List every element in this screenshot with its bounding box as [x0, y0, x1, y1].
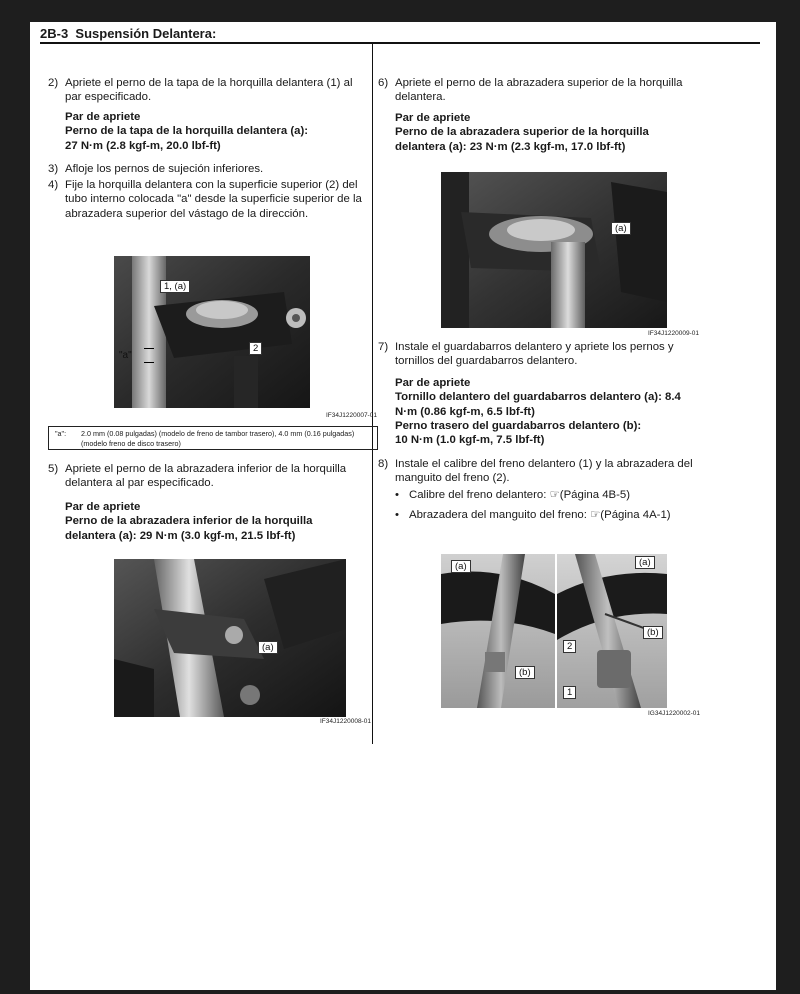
step-2: 2) Apriete el perno de la tapa de la horquilla delantera (1) al par especificado.	[48, 77, 353, 104]
upper-clamp-photo	[441, 172, 667, 328]
dimension-line-top	[144, 348, 154, 349]
step-8: 8) Instale el calibre del freno delantero (1) y la abrazadera del manguito del freno (2).	[378, 458, 693, 485]
bullet-hose-clamp-link: Abrazadera del manguito del freno: ☞(Página 4A-1)	[409, 509, 671, 521]
callout-1-a: 1, (a)	[160, 280, 190, 293]
callout-b-left: (b)	[515, 666, 535, 679]
callout-a: (a)	[258, 641, 278, 654]
note-key: "a":	[55, 429, 67, 438]
figure-upper-clamp	[441, 172, 667, 328]
header-rule	[40, 42, 760, 44]
note-value: 2.0 mm (0.08 pulgadas) (modelo de freno de tambor trasero), 4.0 mm (0.16 pulgadas) (modelo freno de disco trasero)	[81, 429, 355, 448]
bullet-caliper: • Calibre del freno delantero: ☞(Página 4B-5)	[395, 488, 698, 502]
step-7: 7) Instale el guardabarros delantero y apriete los pernos y tornillos del guardabarros delantero.	[378, 341, 674, 368]
callout-1: 1	[563, 686, 576, 699]
page-header	[40, 26, 216, 41]
section-title: Suspensión Delantera:	[75, 26, 217, 41]
figure-fork-cap	[114, 256, 310, 408]
step-6: 6) Apriete el perno de la abrazadera superior de la horquilla delantera.	[378, 77, 683, 104]
callout-a-left: (a)	[451, 560, 471, 573]
step-4: 4) Fije la horquilla delantera con la superficie superior (2) del tubo interno colocada "a" desde la superficie superior de la abrazadera superior del vástago de la dirección.	[48, 179, 362, 220]
callout-2: 2	[249, 342, 262, 355]
dimension-line-bottom	[144, 362, 154, 363]
lower-clamp-photo	[114, 559, 346, 717]
step-6-torque: Par de apriete Perno de la abrazadera superior de la horquilla delantera (a): 23 N·m (2.3 kgf-m, 17.0 lbf-ft)	[395, 112, 649, 153]
fender-left-photo	[441, 554, 555, 708]
figure-id: IG34J1220002-01	[648, 710, 701, 717]
figure-fender-left	[441, 554, 555, 708]
step-7-torque: Par de apriete Tornillo delantero del guardabarros delantero (a): 8.4 N·m (0.86 kgf-m, 6.5 lbf-ft) Perno trasero del guardabarros delantero (b): 10 N·m (1.0 kgf-m, 7.5 lbf-ft)	[395, 377, 681, 447]
callout-2: 2	[563, 640, 576, 653]
figure-lower-clamp	[114, 559, 346, 717]
figure-id: IF34J1220009-01	[648, 330, 699, 337]
callout-a: (a)	[611, 222, 631, 235]
figure-id: IF34J1220007-01	[326, 412, 377, 419]
figure-id: IF34J1220008-01	[320, 718, 371, 725]
bullet-caliper-link: Calibre del freno delantero: ☞(Página 4B-5)	[409, 489, 631, 501]
note-box	[48, 426, 378, 450]
section-number: 2B-3	[40, 26, 69, 41]
figure-fender-right	[557, 554, 667, 708]
step-5: 5) Apriete el perno de la abrazadera inferior de la horquilla delantera al par especificado.	[48, 463, 347, 490]
callout-a-right: (a)	[635, 556, 655, 569]
column-divider	[372, 44, 373, 744]
callout-b-right: (b)	[643, 626, 663, 639]
step-5-torque: Par de apriete Perno de la abrazadera inferior de la horquilla delantera (a): 29 N·m (3.0 kgf-m, 21.5 lbf-ft)	[65, 501, 313, 542]
callout-a-dimension: "a"	[119, 350, 132, 361]
step-2-torque: Par de apriete Perno de la tapa de la horquilla delantera (a): 27 N·m (2.8 kgf-m, 20.0 lbf-ft)	[65, 111, 309, 152]
fork-cap-photo	[114, 256, 310, 408]
bullet-hose-clamp: • Abrazadera del manguito del freno: ☞(Página 4A-1)	[395, 508, 698, 522]
step-3: 3) Afloje los pernos de sujeción inferiores.	[48, 163, 264, 175]
